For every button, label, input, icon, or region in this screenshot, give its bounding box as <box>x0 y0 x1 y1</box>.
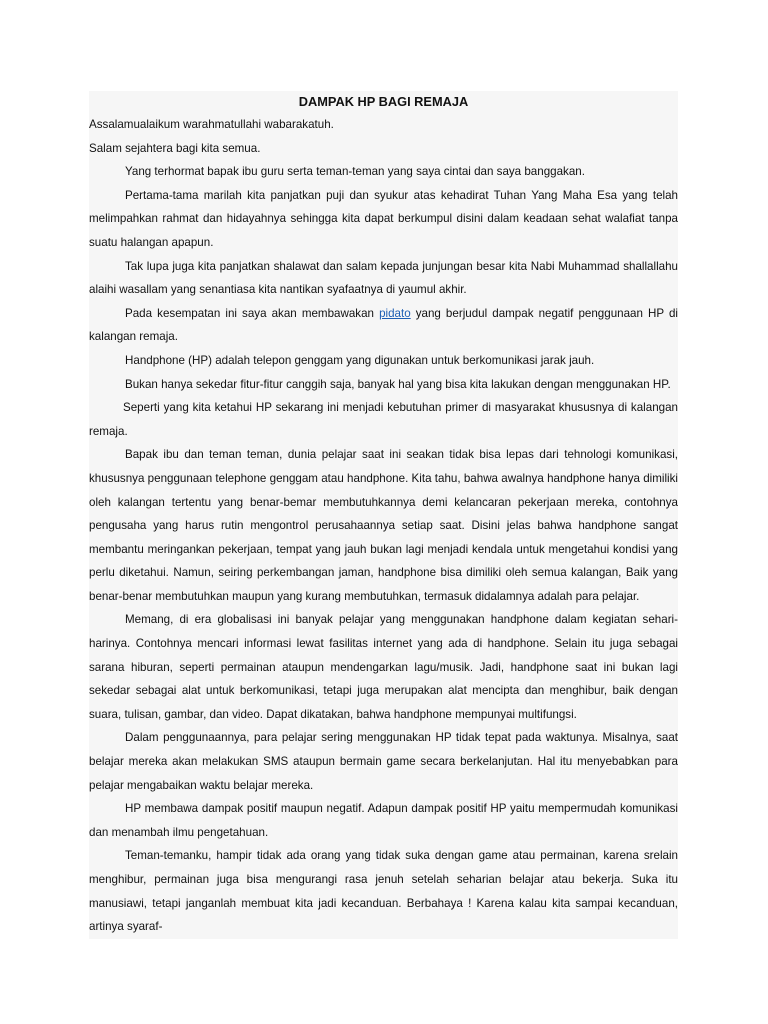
paragraph: Memang, di era globalisasi ini banyak pelajar yang menggunakan handphone dalam kegiatan sehari-harinya. Contohnya mencari informasi lewat fasilitas internet yang ada di handphone. Selain itu juga sebagai sarana hiburan, seperti permainan ataupun mendengarkan lagu/musik. Jadi, handphone saat ini bukan lagi sekedar sebagai alat untuk berkomunikasi, tetapi juga merupakan alat mencipta dan menghibur, baik dengan suara, tulisan, gambar, dan video. Dapat dikatakan, bahwa handphone mempunyai multifungsi. <box>89 613 678 721</box>
paragraph-text: yang berjudul dampak negatif penggunaan HP di kalangan remaja. <box>89 306 678 344</box>
paragraph: Handphone (HP) adalah telepon genggam yang digunakan untuk berkomunikasi jarak jauh. <box>125 353 595 367</box>
paragraph: Teman-temanku, hampir tidak ada orang yang tidak suka dengan game atau permainan, karena srelain menghibur, permainan juga bisa mengurangi rasa jenuh setelah seharian belajar atau bekerja. Suka itu manusiawi, tetapi janganlah membuat kita jadi kecanduan. Berbahaya ! Karena kalau kita sampai kecanduan, artinya syaraf- <box>89 849 678 934</box>
paragraph: Seperti yang kita ketahui HP sekarang ini menjadi kebutuhan primer di masyarakat khususnya di kalangan remaja. <box>89 401 678 438</box>
paragraph: Bukan hanya sekedar fitur-fitur canggih saja, banyak hal yang bisa kita lakukan dengan menggunakan HP. <box>125 377 671 391</box>
document-body <box>89 91 678 939</box>
paragraph-pidato <box>89 302 678 349</box>
paragraph: Yang terhormat bapak ibu guru serta teman-teman yang saya cintai dan saya banggakan. <box>125 165 585 179</box>
document-title: DAMPAK HP BAGI REMAJA <box>298 94 469 109</box>
paragraph-text: Pada kesempatan ini saya akan membawakan <box>125 306 380 320</box>
greeting-line: Salam sejahtera bagi kita semua. <box>89 141 261 155</box>
pidato-link[interactable]: pidato <box>379 306 411 320</box>
greeting-line: Assalamualaikum warahmatullahi wabarakatuh. <box>89 118 334 131</box>
paragraph: Dalam penggunaannya, para pelajar sering menggunakan HP tidak tepat pada waktunya. Misalnya, saat belajar mereka akan melakukan SMS ataupun bermain game secara berkelanjutan. Hal itu menyebabkan para pelajar mengabaikan waktu belajar mereka. <box>89 731 678 792</box>
paragraph: HP membawa dampak positif maupun negatif. Adapun dampak positif HP yaitu mempermudah komunikasi dan menambah ilmu pengetahuan. <box>89 802 678 839</box>
paragraph: Pertama-tama marilah kita panjatkan puji dan syukur atas kehadirat Tuhan Yang Maha Esa yang telah melimpahkan rahmat dan hidayahnya sehingga kita dapat berkumpul disini dalam keadaan sehat walafiat tanpa suatu halangan apapun. <box>89 188 678 249</box>
paragraph: Bapak ibu dan teman teman, dunia pelajar saat ini seakan tidak bisa lepas dari tehnologi komunikasi, khususnya penggunaan telephone genggam atau handphone. Kita tahu, bahwa awalnya handphone hanya dimiliki oleh kalangan tertentu yang benar-bemar membutuhkannya demi kelancaran pekerjaan mereka, contohnya pengusaha yang harus rutin mengontrol perusahaannya setiap saat. Disini jelas bahwa handphone sangat membantu meringankan pekerjaan, tempat yang jauh bukan lagi menjadi kendala untuk mengetahui kondisi yang perlu diketahui. Namun, seiring perkembangan jaman, handphone bisa dimiliki oleh semua kalangan, Baik yang benar-benar membutuhkan maupun yang kurang membutuhkan, termasuk didalamnya adalah para pelajar. <box>89 448 678 603</box>
paragraph: Tak lupa juga kita panjatkan shalawat dan salam kepada junjungan besar kita Nabi Muhammad shallallahu alaihi wasallam yang senantiasa kita nantikan syafaatnya di yaumul akhir. <box>89 259 678 297</box>
